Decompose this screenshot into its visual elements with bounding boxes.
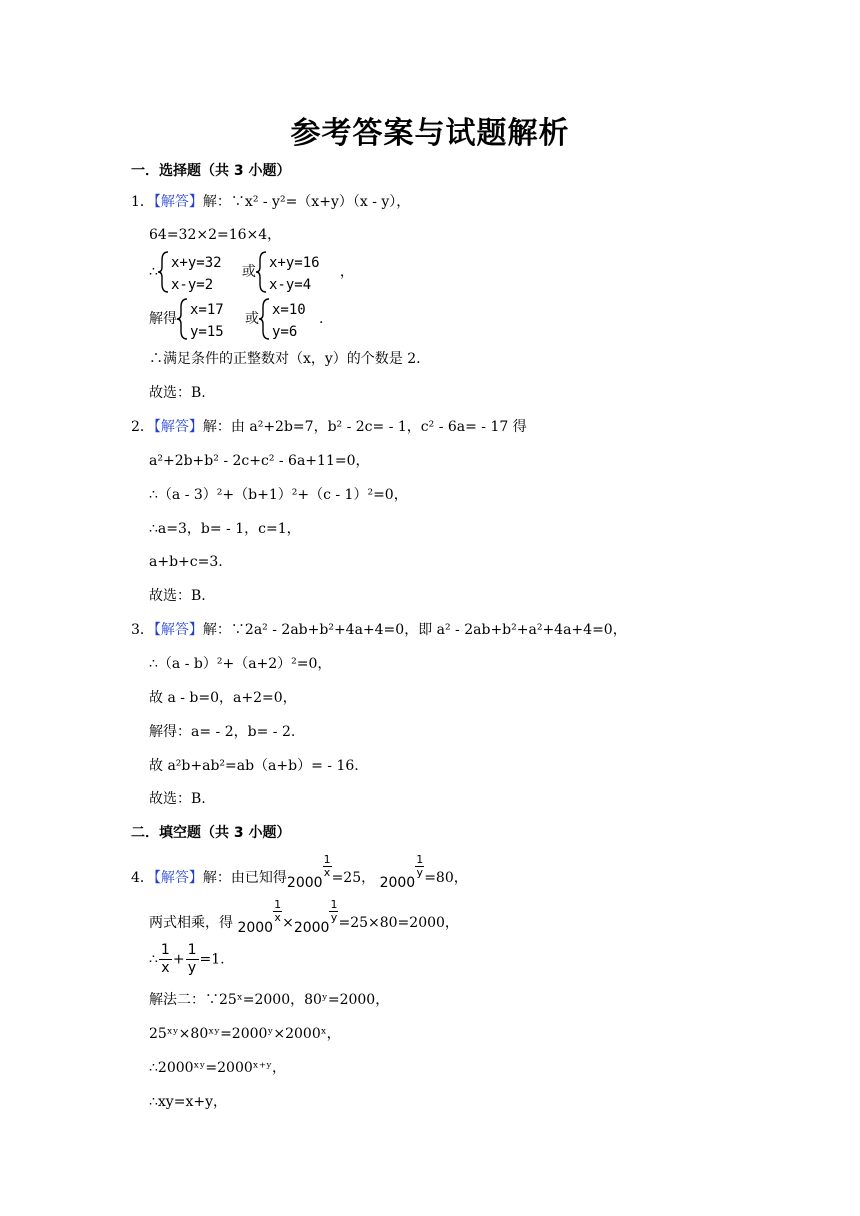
q3-line-4: 解得：a= - 2，b= - 2.: [149, 724, 296, 740]
q4-power-x-2: 2000 $\frac{1}{x}$: [237, 898, 282, 936]
q4-plus: +: [172, 951, 185, 968]
q2-line-3: ∴（a - 3）²+（b+1）²+（c - 1）²=0，: [149, 487, 408, 503]
q3-line-5: 故 a²b+ab²=ab（a+b）= - 16.: [149, 758, 359, 774]
q4-line-4: 解法二：∵25ˣ=2000，80ʸ=2000，: [149, 992, 390, 1008]
q1-sysD-eq1: x=10: [272, 302, 306, 318]
q1-sysA-eq2: x-y=2: [170, 277, 214, 293]
q4-times: ×: [282, 915, 294, 931]
q4-text-pre: 解：由已知得: [202, 870, 287, 886]
q2-text-1: 解：由 a²+2b=7，b² - 2c= - 1，c² - 6a= - 17 得: [202, 419, 527, 435]
q3-line-6: 故选：B.: [149, 791, 206, 807]
q4-equals-one: =1.: [199, 951, 225, 968]
q4-power-y: 2000 $\frac{1}{y}$: [379, 853, 424, 891]
q3-line-3: 故 a - b=0，a+2=0，: [149, 690, 297, 706]
q2-line-2: a²+2b+b² - 2c+c² - 6a+11=0，: [149, 453, 370, 469]
q4-frac-y: $\frac{1}{y}$: [187, 942, 197, 976]
q4-answer-tag: 【解答】: [153, 870, 203, 886]
q1-or-2: 或: [245, 311, 259, 327]
section-heading-choice: 一．选择题（共 3 小题）: [131, 163, 291, 179]
q4-therefore: ∴: [149, 951, 158, 968]
q4-power-y-2: 2000 $\frac{1}{y}$: [293, 898, 338, 936]
q4-power-x: 2000 $\frac{1}{x}$: [286, 853, 331, 891]
q4-product-text: =25×80=2000，: [338, 915, 459, 931]
q4-line-7: ∴xy=x+y，: [149, 1094, 227, 1110]
q1-comma: ，: [339, 264, 354, 280]
q4-line-1: [131, 853, 468, 893]
q1-sysD-eq2: y=6: [272, 324, 298, 340]
q4-number: 4．: [131, 870, 154, 886]
q3-answer-tag: 【解答】: [153, 622, 203, 638]
q1-text-1: 解：∵x² - y²=（x+y）（x - y），: [202, 194, 411, 210]
section-heading-fill: 二．填空题（共 3 小题）: [131, 825, 291, 841]
q1-line-5: ∴满足条件的正整数对（x，y）的个数是 2.: [149, 351, 421, 367]
q1-line-2: 64=32×2=16×4，: [149, 227, 282, 243]
q4-line-2: [149, 898, 459, 938]
q1-line-4: [149, 297, 323, 341]
q1-system-b: [256, 250, 340, 294]
q1-system-c: [177, 297, 245, 341]
q3-line-1: [131, 620, 627, 640]
q1-line-6: 故选：B.: [149, 385, 206, 401]
q1-or-1: 或: [241, 264, 256, 280]
q1-answer-tag: 【解答】: [153, 194, 203, 210]
q4-text-post: =80，: [424, 870, 468, 886]
q4-line-6: ∴2000ˣʸ=2000ˣ⁺ʸ，: [149, 1060, 287, 1076]
q1-solve-label: 解得: [149, 311, 177, 327]
q3-number: 3．: [131, 622, 154, 638]
q2-line-4: ∴a=3，b= - 1，c=1，: [149, 521, 301, 537]
q2-answer-tag: 【解答】: [153, 419, 203, 435]
q1-line-1: [131, 192, 410, 212]
q1-number: 1．: [131, 194, 154, 210]
q2-line-1: [131, 417, 527, 437]
q1-sysB-eq2: x-y=4: [268, 277, 312, 293]
q1-line-3: [149, 250, 354, 294]
q2-line-5: a+b+c=3.: [149, 554, 223, 570]
q3-line-2: ∴（a - b）²+（a+2）²=0，: [149, 656, 332, 672]
q4-multiply-label: 两式相乘，得: [149, 915, 233, 931]
q1-sysA-eq1: x+y=32: [170, 255, 222, 271]
q3-text-1: 解：∵2a² - 2ab+b²+4a+4=0，即 a² - 2ab+b²+a²+4a+4=0，: [202, 622, 627, 638]
q2-number: 2．: [131, 419, 154, 435]
q1-system-a: [158, 250, 242, 294]
q4-frac-x: $\frac{1}{x}$: [160, 942, 170, 976]
q1-system-d: [259, 297, 319, 341]
q4-line-5: 25ˣʸ×80ˣʸ=2000ʸ×2000ˣ，: [149, 1026, 341, 1042]
q2-line-6: 故选：B.: [149, 588, 206, 604]
q1-sysB-eq1: x+y=16: [268, 255, 320, 271]
q1-period: .: [319, 311, 324, 327]
q4-text-mid: =25，: [331, 870, 376, 886]
page-title: 参考答案与试题解析: [290, 116, 570, 151]
q1-therefore: ∴: [149, 264, 158, 280]
q1-sysC-eq1: x=17: [190, 302, 224, 318]
q1-sysC-eq2: y=15: [190, 324, 224, 340]
q4-line-3: [149, 942, 225, 977]
